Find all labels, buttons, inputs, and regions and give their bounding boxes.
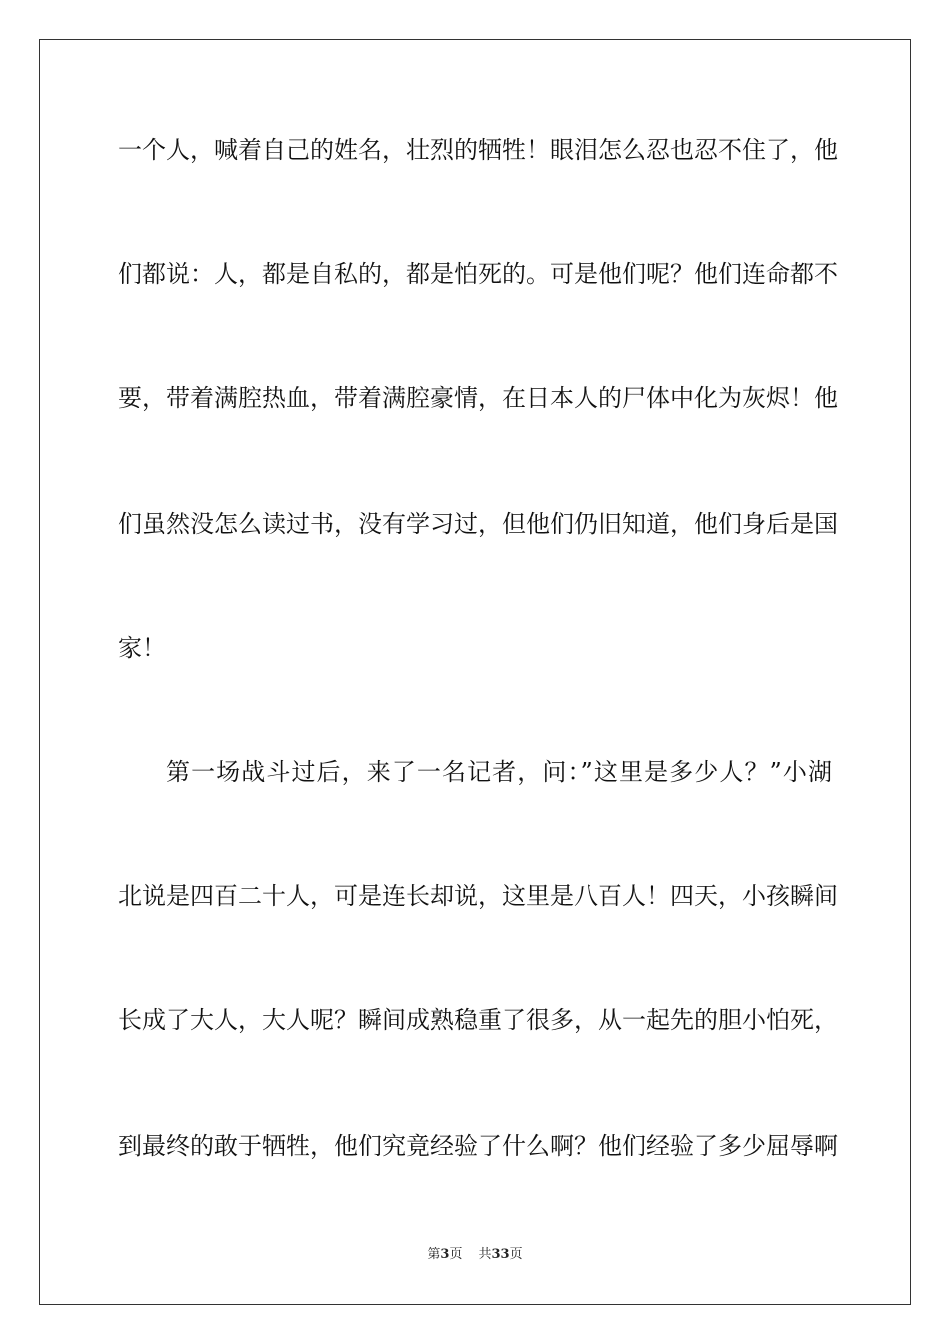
text-line: 们虽然没怎么读过书，没有学习过，但他们仍旧知道，他们身后是国 <box>118 510 838 538</box>
page-footer <box>0 1246 950 1264</box>
text-line: 要，带着满腔热血，带着满腔豪情，在日本人的尸体中化为灰烬！他 <box>118 384 838 412</box>
text-line: 长成了大人，大人呢？瞬间成熟稳重了很多，从一起先的胆小怕死， <box>118 1006 838 1034</box>
current-page-number: 3 <box>440 1247 450 1262</box>
text-line: 到最终的敢于牺牲，他们究竟经验了什么啊？他们经验了多少屈辱啊 <box>118 1132 838 1160</box>
text-line: 北说是四百二十人，可是连长却说，这里是八百人！四天，小孩瞬间 <box>118 882 838 910</box>
text-line: 第一场战斗过后，来了一名记者，问：”这里是多少人？”小湖 <box>166 758 832 786</box>
text-line: 们都说：人，都是自私的，都是怕死的。可是他们呢？他们连命都不 <box>118 260 838 288</box>
total-page-count: 33 <box>491 1247 510 1262</box>
text-line: 家！ <box>118 634 166 662</box>
footer-total-suffix: 页 <box>509 1247 523 1262</box>
page-border <box>39 39 911 1305</box>
text-line: 一个人，喊着自己的姓名，壮烈的牺牲！眼泪怎么忍也忍不住了，他 <box>118 136 838 164</box>
footer-page-suffix: 页 <box>449 1247 463 1262</box>
footer-prefix: 第 <box>427 1247 441 1262</box>
footer-total-prefix: 共 <box>478 1247 492 1262</box>
